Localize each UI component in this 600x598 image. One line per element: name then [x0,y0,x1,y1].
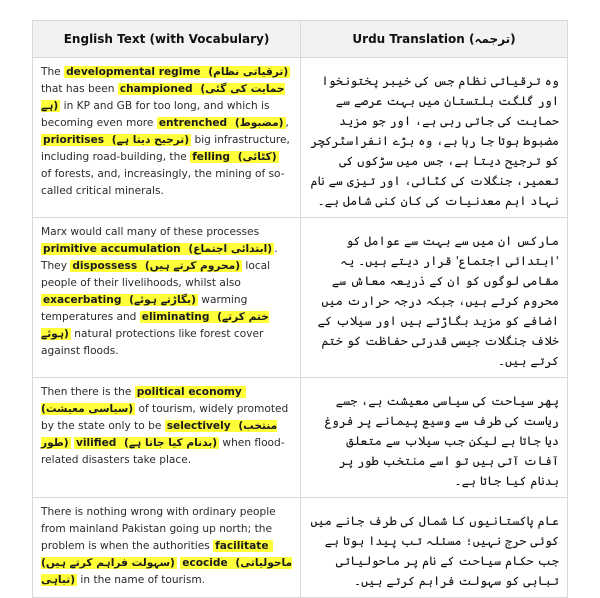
vocab-highlight: (ختم کرتے ہوئے) [41,311,269,340]
vocab-highlight: (حمایت کی گئی ہے) [41,83,285,112]
vocab-highlight: eliminating [141,311,210,323]
vocab-highlight: primitive accumulation [43,243,181,255]
text-run: in KP and GB for too long, and which is becoming even more [41,100,270,129]
text-run: that has been [41,83,118,95]
urdu-cell [301,498,568,598]
vocab-highlight: championed [119,83,193,95]
vocab-highlight: (منتخب طور) [41,420,278,449]
vocab-highlight: prioritises [43,134,105,146]
urdu-cell [301,58,568,218]
text-run: , [285,117,289,129]
vocab-highlight: facilitate [215,540,269,552]
vocab-highlight: (سیاسی معیشت) [41,386,246,415]
english-text [41,64,292,200]
text-run: in the name of tourism. [77,574,206,586]
table-row [33,498,568,598]
header-urdu: Urdu Translation (ترجمہ) [301,21,568,58]
vocab-highlight: ecocide [182,557,228,569]
text-run: when flood-related disasters take place. [41,437,285,466]
vocab-highlight: vilified [75,437,117,449]
urdu-cell [301,378,568,498]
vocab-highlight: (ترجیح دیتا ہے) [108,134,190,146]
english-cell [33,218,301,378]
table-row [33,218,568,378]
urdu-text: پھر سیاحت کی سیاسی معیشت ہے، جسے ریاست کی طرف سے وسیع پیمانے پر فروغ دیا جاتا ہے لیکن جب سیلاب سے متعلق آفات آتی ہیں تو اسے منتخب طور پر بدنام کیا جاتا ہے۔ [324,394,559,488]
vocab-highlight: (ماحولیاتی تباہی) [41,557,293,586]
table-header-row [33,21,568,58]
vocab-highlight: developmental regime [66,66,201,78]
text-run: big infrastructure, including road-building, the [41,134,290,163]
vocab-highlight: (ابتدائی اجتماع) [184,243,273,255]
vocab-highlight: selectively [166,420,231,432]
vocab-highlight: (ترقیاتی نظام) [204,66,289,78]
vocab-highlight: political economy [136,386,242,398]
table-row [33,378,568,498]
english-cell [33,58,301,218]
text-run: local people of their livelihoods, whilst also [41,260,271,289]
urdu-text: مارکس ان میں سے بہت سے عوامل کو 'ابتدائی اجتماع' قرار دیتے ہیں۔ یہ مقامی لوگوں کو ان کے ذریعہ معاش سے محروم کرتے ہیں، جبکہ درجہ حرارت میں اضافے کو مزید بگاڑتے ہیں اور سیلاب کے خلاف جنگلات جیسی قدرتی حفاظت کو ختم کرتے ہیں۔ [317,234,559,368]
vocab-highlight: (سہولت فراہم کرتے ہیں) [41,540,273,569]
text-run: of tourism, widely promoted by the state only to be [41,403,289,432]
vocab-highlight: felling [192,151,231,163]
vocab-highlight: exacerbating [43,294,122,306]
text-run: . They [41,243,278,272]
english-cell [33,378,301,498]
table-row [33,58,568,218]
vocab-highlight: dispossess [72,260,138,272]
vocab-highlight: (کٹائی) [234,151,277,163]
text-run: of forests, and, increasingly, the mining of so-called critical minerals. [41,168,285,197]
text-run: warming temperatures and [41,294,248,323]
english-text [41,504,292,589]
vocab-highlight: (بدنام کیا جاتا ہے) [120,437,218,449]
vocab-highlight: (بگاڑتے ہوئے) [125,294,196,306]
text-run: There is nothing wrong with ordinary people from mainland Pakistan going up north; the problem is when the authorities [41,506,276,552]
urdu-text: وہ ترقیاتی نظام جس کی خیبر پختونخوا اور گلگت بلتستان میں بہت عرصے سے حمایت کی جاتی رہی ہے، اور جو مزید مضبوط ہوتا جا رہا ہے، وہ بڑے انفراسٹرکچر کو ترجیح دیتا ہے، جس میں سڑکوں کی تعمیر، جنگلات کی کٹائی، اور تیزی سے نام نہاد اہم معدنیات کی کان کنی شامل ہے۔ [310,74,559,208]
header-english: English Text (with Vocabulary) [33,21,301,58]
english-text [41,384,292,469]
vocab-highlight: (محروم کرتے ہیں) [141,260,241,272]
urdu-cell [301,218,568,378]
translation-table [32,20,568,598]
text-run: Marx would call many of these processes [41,226,260,238]
english-cell [33,498,301,598]
english-text [41,224,292,360]
text-run: Then there is the [41,386,135,398]
vocab-highlight: entrenched [158,117,228,129]
text-run: The [41,66,65,78]
urdu-text: عام پاکستانیوں کا شمال کی طرف جانے میں کوئی حرج نہیں؛ مسئلہ تب پیدا ہوتا ہے جب حکام سیاحت کے نام پر ماحولیاتی تباہی کو سہولت فراہم کرتے ہیں۔ [310,514,559,588]
text-run: natural protections like forest cover against floods. [41,328,264,357]
vocab-highlight: (مضبوط) [231,117,284,129]
